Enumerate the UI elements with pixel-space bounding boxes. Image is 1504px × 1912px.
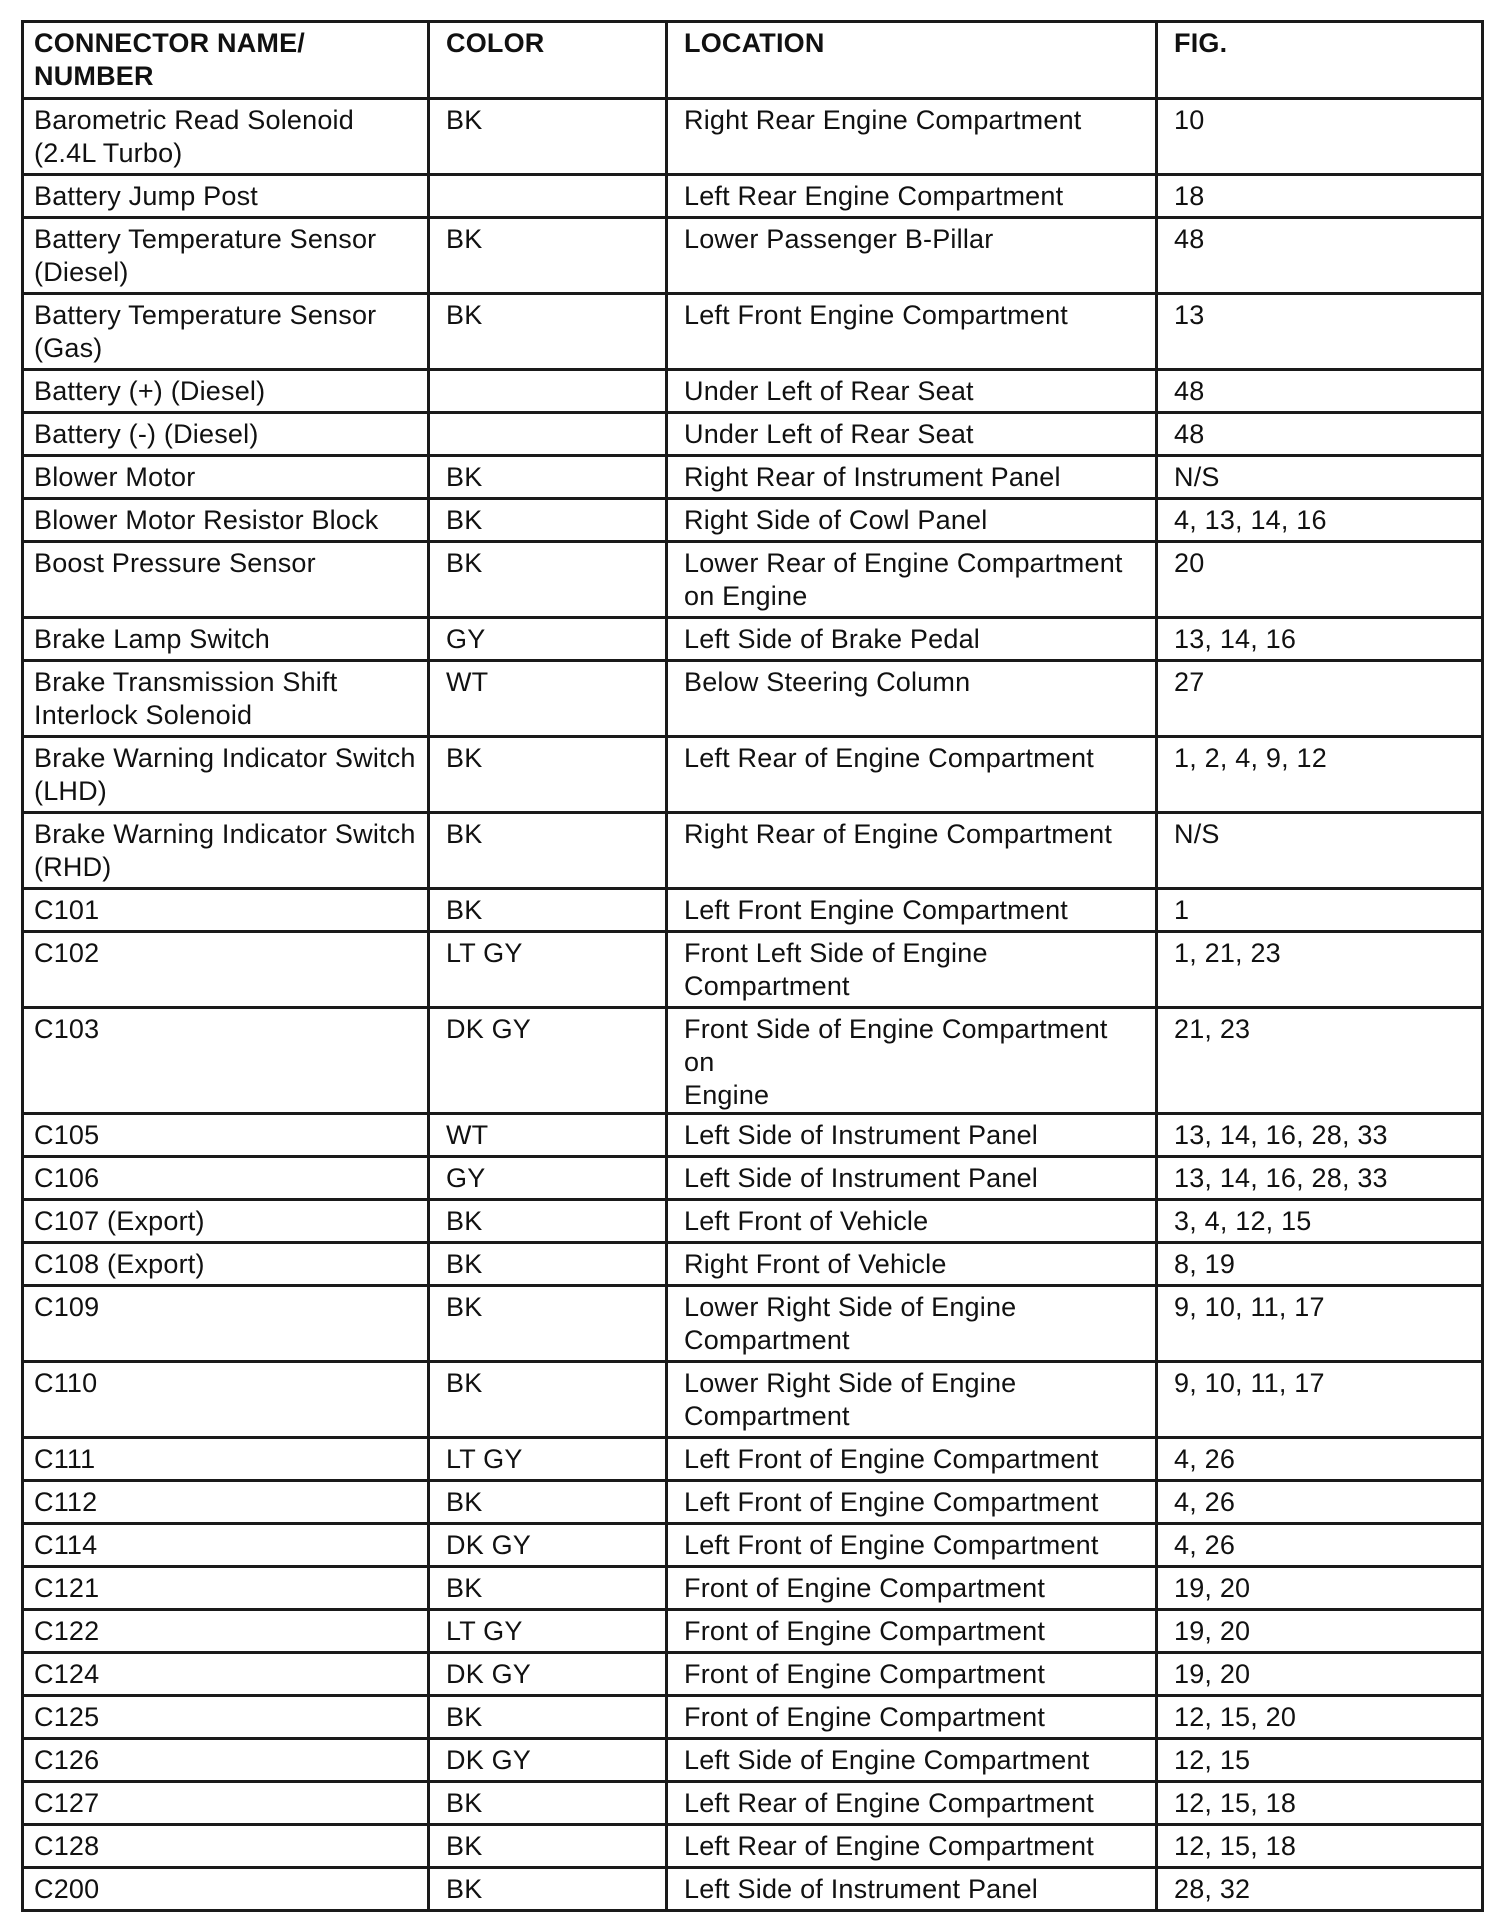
cell-connector-name: C108 (Export) [23,1243,429,1286]
cell-color: BK [429,737,667,813]
table-row [23,1114,1483,1157]
cell-color: BK [429,1782,667,1825]
cell-location: Right Front of Vehicle [667,1243,1157,1286]
cell-color [429,370,667,413]
cell-connector-name: C103 [23,1008,429,1114]
table-row [23,661,1483,737]
cell-location: Left Rear of Engine Compartment [667,1782,1157,1825]
cell-color: BK [429,99,667,175]
cell-fig: 8, 19 [1157,1243,1483,1286]
cell-connector-name: Battery Jump Post [23,175,429,218]
table-row [23,175,1483,218]
cell-location: Left Front of Vehicle [667,1200,1157,1243]
cell-connector-name: C109 [23,1286,429,1362]
cell-fig: 48 [1157,413,1483,456]
cell-location: Lower Rear of Engine Compartment on Engine [667,542,1157,618]
cell-location: Under Left of Rear Seat [667,413,1157,456]
cell-fig: 20 [1157,542,1483,618]
cell-fig: 13, 14, 16 [1157,618,1483,661]
cell-connector-name: C124 [23,1653,429,1696]
cell-location: Front of Engine Compartment [667,1610,1157,1653]
cell-color: WT [429,661,667,737]
cell-fig: 19, 20 [1157,1567,1483,1610]
header-connector-name: CONNECTOR NAME/ NUMBER [23,22,429,99]
table-body [23,99,1483,1911]
connector-table-container [21,20,1481,1912]
cell-connector-name: C106 [23,1157,429,1200]
cell-connector-name: C127 [23,1782,429,1825]
table-row [23,932,1483,1008]
cell-fig: 13 [1157,294,1483,370]
cell-color: BK [429,889,667,932]
cell-connector-name: C112 [23,1481,429,1524]
cell-connector-name: Brake Transmission Shift Interlock Solenoid [23,661,429,737]
cell-color: LT GY [429,932,667,1008]
cell-color: DK GY [429,1524,667,1567]
cell-fig: 12, 15 [1157,1739,1483,1782]
cell-location: Left Side of Instrument Panel [667,1868,1157,1911]
cell-connector-name: C128 [23,1825,429,1868]
cell-fig: 10 [1157,99,1483,175]
cell-connector-name: C105 [23,1114,429,1157]
cell-location: Front Side of Engine Compartment on Engine [667,1008,1157,1114]
table-row [23,1200,1483,1243]
cell-color: BK [429,1243,667,1286]
table-row [23,99,1483,175]
cell-fig: N/S [1157,813,1483,889]
table-row [23,1362,1483,1438]
cell-location: Left Rear of Engine Compartment [667,1825,1157,1868]
cell-fig: 48 [1157,218,1483,294]
cell-fig: 48 [1157,370,1483,413]
cell-connector-name: Blower Motor [23,456,429,499]
cell-location: Left Side of Brake Pedal [667,618,1157,661]
table-row [23,1438,1483,1481]
cell-connector-name: C102 [23,932,429,1008]
cell-connector-name: Brake Warning Indicator Switch (RHD) [23,813,429,889]
cell-color: BK [429,1825,667,1868]
table-row [23,1008,1483,1114]
cell-connector-name: Boost Pressure Sensor [23,542,429,618]
header-color: COLOR [429,22,667,99]
cell-color: BK [429,1200,667,1243]
cell-location: Front of Engine Compartment [667,1696,1157,1739]
table-row [23,1481,1483,1524]
cell-fig: 27 [1157,661,1483,737]
cell-color: DK GY [429,1739,667,1782]
table-row [23,1739,1483,1782]
cell-fig: 13, 14, 16, 28, 33 [1157,1157,1483,1200]
table-row [23,218,1483,294]
cell-color: BK [429,218,667,294]
table-row [23,1782,1483,1825]
cell-location: Left Rear Engine Compartment [667,175,1157,218]
cell-color: BK [429,1696,667,1739]
cell-location: Left Front of Engine Compartment [667,1524,1157,1567]
cell-fig: 4, 26 [1157,1481,1483,1524]
cell-location: Front Left Side of Engine Compartment [667,932,1157,1008]
cell-connector-name: Battery (-) (Diesel) [23,413,429,456]
table-row [23,1868,1483,1911]
cell-location: Lower Right Side of Engine Compartment [667,1286,1157,1362]
cell-location: Front of Engine Compartment [667,1567,1157,1610]
cell-fig: 4, 26 [1157,1438,1483,1481]
cell-fig: 4, 26 [1157,1524,1483,1567]
cell-fig: 21, 23 [1157,1008,1483,1114]
cell-fig: N/S [1157,456,1483,499]
cell-location: Below Steering Column [667,661,1157,737]
cell-fig: 1, 21, 23 [1157,932,1483,1008]
header-row [23,22,1483,99]
table-row [23,1286,1483,1362]
cell-location: Lower Passenger B-Pillar [667,218,1157,294]
cell-connector-name: Barometric Read Solenoid (2.4L Turbo) [23,99,429,175]
cell-location: Left Front Engine Compartment [667,889,1157,932]
cell-location: Left Front Engine Compartment [667,294,1157,370]
cell-color: BK [429,1868,667,1911]
cell-color: BK [429,813,667,889]
cell-connector-name: C111 [23,1438,429,1481]
cell-location: Left Front of Engine Compartment [667,1438,1157,1481]
cell-fig: 12, 15, 18 [1157,1782,1483,1825]
cell-color: BK [429,499,667,542]
cell-fig: 4, 13, 14, 16 [1157,499,1483,542]
table-row [23,1243,1483,1286]
cell-location: Front of Engine Compartment [667,1653,1157,1696]
cell-connector-name: Battery Temperature Sensor (Diesel) [23,218,429,294]
cell-fig: 19, 20 [1157,1610,1483,1653]
table-row [23,413,1483,456]
cell-color [429,175,667,218]
table-row [23,737,1483,813]
cell-connector-name: C107 (Export) [23,1200,429,1243]
cell-connector-name: C114 [23,1524,429,1567]
connector-table [21,20,1484,1912]
cell-color: BK [429,294,667,370]
table-row [23,1696,1483,1739]
cell-fig: 18 [1157,175,1483,218]
header-location: LOCATION [667,22,1157,99]
cell-color: BK [429,1567,667,1610]
cell-connector-name: C101 [23,889,429,932]
table-row [23,813,1483,889]
cell-location: Right Rear Engine Compartment [667,99,1157,175]
table-row [23,1610,1483,1653]
cell-fig: 19, 20 [1157,1653,1483,1696]
cell-color: LT GY [429,1610,667,1653]
cell-color: GY [429,1157,667,1200]
cell-connector-name: C126 [23,1739,429,1782]
table-row [23,1567,1483,1610]
cell-location: Left Side of Instrument Panel [667,1157,1157,1200]
cell-fig: 9, 10, 11, 17 [1157,1362,1483,1438]
cell-connector-name: Blower Motor Resistor Block [23,499,429,542]
cell-fig: 28, 32 [1157,1868,1483,1911]
header-fig: FIG. [1157,22,1483,99]
table-row [23,1524,1483,1567]
table-row [23,889,1483,932]
cell-color [429,413,667,456]
cell-location: Left Side of Engine Compartment [667,1739,1157,1782]
cell-fig: 12, 15, 18 [1157,1825,1483,1868]
cell-location: Under Left of Rear Seat [667,370,1157,413]
cell-connector-name: C122 [23,1610,429,1653]
cell-color: BK [429,1362,667,1438]
cell-color: WT [429,1114,667,1157]
cell-connector-name: C121 [23,1567,429,1610]
cell-color: DK GY [429,1653,667,1696]
cell-location: Right Rear of Engine Compartment [667,813,1157,889]
table-row [23,542,1483,618]
table-row [23,456,1483,499]
table-row [23,1825,1483,1868]
cell-fig: 13, 14, 16, 28, 33 [1157,1114,1483,1157]
cell-connector-name: Battery (+) (Diesel) [23,370,429,413]
cell-color: BK [429,1481,667,1524]
cell-location: Left Front of Engine Compartment [667,1481,1157,1524]
cell-color: LT GY [429,1438,667,1481]
cell-color: GY [429,618,667,661]
cell-location: Right Side of Cowl Panel [667,499,1157,542]
cell-connector-name: C125 [23,1696,429,1739]
cell-location: Left Rear of Engine Compartment [667,737,1157,813]
table-row [23,370,1483,413]
table-header [23,22,1483,99]
cell-color: BK [429,1286,667,1362]
cell-fig: 3, 4, 12, 15 [1157,1200,1483,1243]
cell-connector-name: C110 [23,1362,429,1438]
cell-color: BK [429,456,667,499]
cell-fig: 9, 10, 11, 17 [1157,1286,1483,1362]
cell-connector-name: Brake Lamp Switch [23,618,429,661]
cell-fig: 1 [1157,889,1483,932]
cell-fig: 12, 15, 20 [1157,1696,1483,1739]
cell-connector-name: C200 [23,1868,429,1911]
cell-connector-name: Brake Warning Indicator Switch (LHD) [23,737,429,813]
table-row [23,294,1483,370]
cell-connector-name: Battery Temperature Sensor (Gas) [23,294,429,370]
cell-color: DK GY [429,1008,667,1114]
table-row [23,618,1483,661]
cell-fig: 1, 2, 4, 9, 12 [1157,737,1483,813]
cell-location: Lower Right Side of Engine Compartment [667,1362,1157,1438]
table-row [23,1653,1483,1696]
cell-location: Left Side of Instrument Panel [667,1114,1157,1157]
table-row [23,1157,1483,1200]
table-row [23,499,1483,542]
cell-color: BK [429,542,667,618]
cell-location: Right Rear of Instrument Panel [667,456,1157,499]
